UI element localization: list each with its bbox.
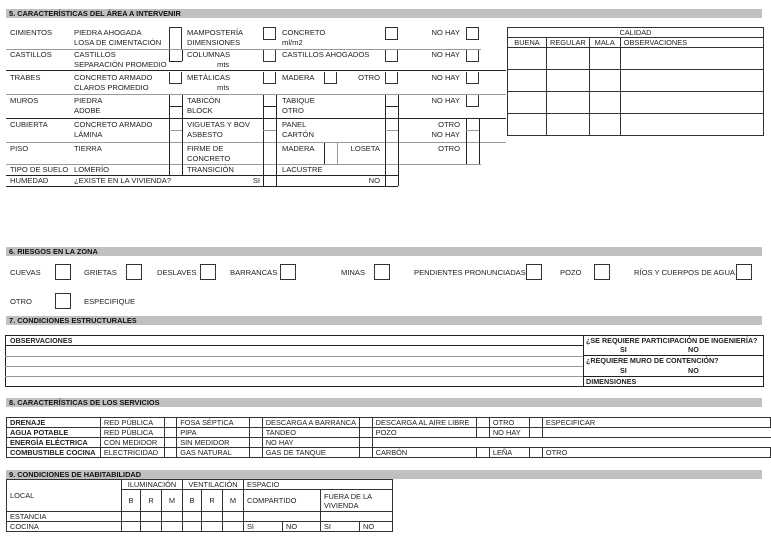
quality-col-regular: REGULAR — [547, 38, 590, 48]
observations-line[interactable] — [5, 356, 583, 357]
opt-otro-cubierta: OTRO — [438, 120, 460, 129]
risk-cuevas: CUEVAS — [10, 268, 41, 277]
divider — [5, 345, 583, 346]
table-row — [7, 428, 771, 438]
checkbox-col-b-right — [276, 95, 277, 186]
section6-header: 6. RIESGOS EN LA ZONA — [6, 247, 762, 256]
quality-col-buena: BUENA — [508, 38, 547, 48]
service-checkbox[interactable] — [164, 438, 177, 448]
label-dimensiones-muro: DIMENSIONES — [586, 377, 637, 386]
checkbox-pendientes[interactable] — [526, 264, 542, 280]
checkbox-madera-piso-r — [337, 143, 338, 164]
divider — [6, 118, 506, 119]
cell[interactable] — [183, 512, 202, 522]
row-label-muros: MUROS — [10, 96, 39, 105]
opt-concreto-armado-cub: CONCRETO ARMADO — [74, 120, 153, 129]
quality-cell[interactable] — [620, 48, 763, 70]
opt-losa-cimentacion: LOSA DE CIMENTACIÓN — [74, 38, 162, 47]
observations-label: OBSERVACIONES — [10, 336, 73, 345]
service-option: GAS DE TANQUE — [262, 448, 359, 458]
quality-cell[interactable] — [620, 114, 763, 136]
opt-tierra: TIERRA — [74, 144, 102, 153]
opt-si-compartido[interactable]: SI — [244, 522, 283, 532]
checkbox-col-d-right — [479, 119, 480, 164]
observations-line[interactable] — [5, 366, 583, 367]
row-label-humedad: HUMEDAD — [10, 176, 49, 185]
quality-cell[interactable] — [547, 70, 590, 92]
unit-mts: mts — [217, 60, 230, 69]
cell[interactable] — [244, 512, 321, 522]
service-checkbox[interactable] — [250, 428, 263, 438]
opt-columnas: COLUMNAS — [187, 50, 231, 59]
opt-no-ingenieria[interactable]: NO — [688, 345, 699, 354]
service-checkbox[interactable] — [250, 418, 263, 428]
quality-cell[interactable] — [508, 70, 547, 92]
checkbox-grietas[interactable] — [126, 264, 142, 280]
checkbox-col-b-left — [263, 95, 264, 186]
opt-firme: FIRME DE — [187, 144, 224, 153]
col-ventilacion: VENTILACIÓN — [183, 480, 244, 490]
col-espacio: ESPACIO — [244, 480, 393, 490]
service-option: DESCARGA A BARRANCA — [262, 418, 359, 428]
opt-castillos: CASTILLOS — [74, 50, 116, 59]
opt-concreto-armado: CONCRETO ARMADO — [74, 73, 153, 82]
cell[interactable] — [183, 522, 202, 532]
cell[interactable] — [202, 522, 223, 532]
checkbox-mamposteria[interactable] — [263, 27, 276, 40]
label-separacion-promedio: SEPARACIÓN PROMEDIO — [74, 60, 167, 69]
opt-adobe: ADOBE — [74, 106, 101, 115]
checkbox-divider — [385, 130, 398, 131]
service-label-agua: AGUA POTABLE — [7, 428, 101, 438]
cell[interactable] — [141, 512, 162, 522]
opt-otro-piso: OTRO — [438, 144, 460, 153]
quality-cell[interactable] — [547, 48, 590, 70]
service-option: NO HAY — [489, 428, 530, 438]
opt-viguetas: VIGUETAS Y BOV — [187, 120, 250, 129]
checkbox-deslaves[interactable] — [200, 264, 216, 280]
checkbox-no-hay-castillos[interactable] — [466, 50, 479, 62]
checkbox-rios[interactable] — [736, 264, 752, 280]
service-option: RED PÚBLICA — [100, 428, 164, 438]
opt-no-hay-muros: NO HAY — [431, 96, 460, 105]
opt-loseta: LOSETA — [350, 144, 380, 153]
opt-no-muro[interactable]: NO — [688, 366, 699, 375]
opt-otro: OTRO — [358, 73, 380, 82]
service-checkbox[interactable] — [477, 428, 490, 438]
service-option: PIPA — [177, 428, 250, 438]
opt-otro-muros: OTRO — [282, 106, 304, 115]
col-vent-m: M — [223, 490, 244, 512]
service-option: POZO — [372, 428, 477, 438]
divider — [6, 70, 506, 71]
quality-col-observaciones: OBSERVACIONES — [620, 38, 763, 48]
empty — [542, 428, 770, 438]
service-checkbox[interactable] — [164, 448, 177, 458]
opt-si-ingenieria[interactable]: SI — [620, 345, 627, 354]
quality-cell[interactable] — [620, 92, 763, 114]
section5-header: 5. CARACTERÍSTICAS DEL ÁREA A INTERVENIR — [6, 9, 762, 18]
cell[interactable] — [122, 522, 141, 532]
service-option: TANDEO — [262, 428, 359, 438]
checkbox-divider — [263, 106, 276, 107]
service-checkbox[interactable] — [530, 428, 543, 438]
opt-piedra: PIEDRA — [74, 96, 103, 105]
empty — [372, 438, 770, 448]
cell[interactable] — [223, 522, 244, 532]
quality-col-mala: MALA — [589, 38, 620, 48]
quality-cell[interactable] — [508, 114, 547, 136]
opt-tabique: TABIQUE — [282, 96, 315, 105]
checkbox-barrancas[interactable] — [280, 264, 296, 280]
service-option: ELECTRICIDAD — [100, 448, 164, 458]
quality-cell[interactable] — [589, 70, 620, 92]
checkbox-castillos-r — [182, 50, 183, 61]
service-checkbox[interactable] — [360, 428, 373, 438]
cell[interactable] — [162, 522, 183, 532]
col-ilum-m: M — [162, 490, 183, 512]
divider — [6, 94, 506, 95]
col-iluminacion: ILUMINACIÓN — [122, 480, 183, 490]
checkbox-divider — [169, 106, 182, 107]
unit-mts: mts — [217, 83, 230, 92]
service-option: SIN MEDIDOR — [177, 438, 250, 448]
cell[interactable] — [162, 512, 183, 522]
col-fuera: FUERA DE LA VIVIENDA — [321, 490, 393, 512]
table-row — [7, 512, 393, 522]
service-option: GAS NATURAL — [177, 448, 250, 458]
opt-asbesto: ASBESTO — [187, 130, 223, 139]
opt-concreto-piso: CONCRETO — [187, 154, 231, 163]
checkbox-madera[interactable] — [324, 72, 337, 84]
service-label-combustible: COMBUSTIBLE COCINA — [7, 448, 101, 458]
quality-cell[interactable] — [547, 114, 590, 136]
table-row — [7, 418, 771, 428]
opt-si-humedad: SI — [252, 176, 260, 185]
checkbox-castillos — [169, 50, 170, 61]
risk-grietas: GRIETAS — [84, 268, 117, 277]
service-checkbox[interactable] — [530, 418, 543, 428]
question-muro: ¿REQUIERE MURO DE CONTENCIÓN? — [586, 356, 719, 365]
service-specify[interactable]: OTRO — [542, 448, 770, 458]
opt-carton: CARTÓN — [282, 130, 314, 139]
label-especifique: ESPECIFIQUE — [84, 297, 136, 306]
habitability-table — [6, 479, 393, 532]
quality-title: CALIDAD — [508, 28, 764, 38]
row-estancia: ESTANCIA — [7, 512, 122, 522]
col-ilum-r: R — [141, 490, 162, 512]
row-label-castillos: CASTILLOS — [10, 50, 52, 59]
cell[interactable] — [321, 512, 393, 522]
quality-cell[interactable] — [620, 70, 763, 92]
checkbox-col-a-left — [169, 95, 170, 175]
checkbox-no-hay-muros[interactable] — [466, 95, 479, 107]
service-option: OTRO — [489, 418, 530, 428]
service-label-energia: ENERGÍA ELÉCTRICA — [7, 438, 101, 448]
risk-pendientes: PENDIENTES PRONUNCIADAS — [414, 268, 526, 277]
opt-piedra-ahogada: PIEDRA AHOGADA — [74, 28, 142, 37]
opt-tabicon: TABICÓN — [187, 96, 221, 105]
checkbox-col-c-right — [398, 95, 399, 186]
quality-cell[interactable] — [547, 92, 590, 114]
opt-no-hay-cubierta: NO HAY — [431, 130, 460, 139]
opt-no-humedad: NO — [368, 176, 380, 185]
quality-cell[interactable] — [589, 92, 620, 114]
section7-header: 7. CONDICIONES ESTRUCTURALES — [6, 316, 762, 325]
opt-no-hay-castillos: NO HAY — [431, 50, 460, 59]
table-row — [7, 438, 771, 448]
opt-panel: PANEL — [282, 120, 307, 129]
table-row — [7, 522, 393, 532]
question-existe: ¿EXISTE EN LA VIVIENDA? — [74, 176, 172, 185]
service-checkbox[interactable] — [250, 438, 263, 448]
col-ilum-b: B — [122, 490, 141, 512]
risk-minas: MINAS — [341, 268, 366, 277]
checkbox-castillos-b — [169, 61, 182, 62]
col-compartido: COMPARTIDO — [244, 490, 321, 512]
checkbox-divider — [385, 106, 398, 107]
label-dimensiones: DIMENSIONES — [187, 38, 241, 47]
checkbox-divider — [169, 130, 182, 131]
label-ml-m2: ml/m2 — [282, 38, 303, 47]
checkbox-col-d-left — [466, 119, 467, 164]
risk-otro: OTRO — [10, 297, 32, 306]
service-option: CON MEDIDOR — [100, 438, 164, 448]
label-claros-promedio: CLAROS PROMEDIO — [74, 83, 149, 92]
checkbox-col-a-right — [182, 95, 183, 175]
divider — [6, 186, 398, 187]
col-vent-r: R — [202, 490, 223, 512]
service-option: RED PÚBLICA — [100, 418, 164, 428]
cell[interactable] — [141, 522, 162, 532]
checkbox-concreto[interactable] — [385, 27, 398, 40]
table-row — [7, 448, 771, 458]
cell[interactable] — [202, 512, 223, 522]
row-label-cubierta: CUBIERTA — [10, 120, 48, 129]
service-option: DESCARGA AL AIRE LIBRE — [372, 418, 477, 428]
service-checkbox[interactable] — [360, 438, 373, 448]
service-specify[interactable]: ESPECIFICAR — [542, 418, 770, 428]
service-checkbox[interactable] — [530, 448, 543, 458]
row-label-piso: PISO — [10, 144, 29, 153]
checkbox-columnas[interactable] — [263, 50, 276, 62]
row-label-cimientos: CIMIENTOS — [10, 28, 53, 37]
divider — [6, 142, 506, 143]
service-checkbox[interactable] — [477, 418, 490, 428]
opt-castillos-ahogados: CASTILLOS AHOGADOS — [282, 50, 370, 59]
service-option: CARBÓN — [372, 448, 477, 458]
section8-header: 8. CARACTERÍSTICAS DE LOS SERVICIOS — [6, 398, 762, 407]
question-ingenieria: ¿SE REQUIERE PARTICIPACIÓN DE INGENIERÍA? — [586, 336, 758, 345]
checkbox-col-c-left — [385, 95, 386, 186]
quality-cell[interactable] — [589, 114, 620, 136]
checkbox-pozo[interactable] — [594, 264, 610, 280]
quality-cell[interactable] — [508, 92, 547, 114]
opt-madera: MADERA — [282, 73, 315, 82]
section9-header: 9. CONDICIONES DE HABITABILIDAD — [6, 470, 762, 479]
service-option: LEÑA — [489, 448, 530, 458]
service-checkbox[interactable] — [250, 448, 263, 458]
service-checkbox[interactable] — [360, 448, 373, 458]
quality-cell[interactable] — [508, 48, 547, 70]
opt-madera-piso: MADERA — [282, 144, 315, 153]
cell[interactable] — [223, 512, 244, 522]
opt-no-hay-trabes: NO HAY — [431, 73, 460, 82]
service-checkbox[interactable] — [477, 448, 490, 458]
checkbox-no-hay-trabes[interactable] — [466, 72, 479, 84]
service-option: NO HAY — [262, 438, 359, 448]
col-vent-b: B — [183, 490, 202, 512]
row-label-suelo: TIPO DE SUELO — [10, 165, 69, 174]
col-local: LOCAL — [7, 480, 122, 512]
service-label-drenaje: DRENAJE — [7, 418, 101, 428]
quality-cell[interactable] — [589, 48, 620, 70]
opt-lamina: LÁMINA — [74, 130, 103, 139]
checkbox-divider — [466, 130, 479, 131]
checkbox-metalicas[interactable] — [263, 72, 276, 84]
checkbox-otro-riesgo[interactable] — [55, 293, 71, 309]
opt-no-hay-cimientos: NO HAY — [431, 28, 460, 37]
opt-mamposteria: MAMPOSTERÍA — [187, 28, 244, 37]
row-label-trabes: TRABES — [10, 73, 41, 82]
risk-pozo: POZO — [560, 268, 582, 277]
checkbox-divider — [263, 130, 276, 131]
observations-line[interactable] — [5, 376, 583, 377]
cell[interactable] — [122, 512, 141, 522]
risk-rios: RÍOS Y CUERPOS DE AGUA — [634, 268, 735, 277]
services-table — [6, 417, 771, 458]
quality-table — [507, 27, 764, 136]
risk-deslaves: DESLAVES — [157, 268, 197, 277]
checkbox-cuevas[interactable] — [55, 264, 71, 280]
checkbox-otro[interactable] — [385, 72, 398, 84]
opt-no-compartido[interactable]: NO — [283, 522, 321, 532]
checkbox-castillos-ahogados[interactable] — [385, 50, 398, 62]
opt-no-fuera[interactable]: NO — [360, 522, 393, 532]
checkbox-minas[interactable] — [374, 264, 390, 280]
row-cocina: COCINA — [7, 522, 122, 532]
opt-concreto: CONCRETO — [282, 28, 326, 37]
risk-barrancas: BARRANCAS — [230, 268, 278, 277]
service-checkbox[interactable] — [360, 418, 373, 428]
checkbox-concreto-armado[interactable] — [169, 72, 182, 84]
checkbox-madera-piso — [324, 143, 325, 164]
opt-metalicas: METÁLICAS — [187, 73, 231, 82]
service-checkbox[interactable] — [164, 418, 177, 428]
opt-si-fuera[interactable]: SI — [321, 522, 360, 532]
opt-si-muro[interactable]: SI — [620, 366, 627, 375]
opt-block: BLOCK — [187, 106, 213, 115]
service-option: FOSA SÉPTICA — [177, 418, 250, 428]
opt-lomerio: LOMERÍO — [74, 165, 110, 174]
divider — [6, 175, 398, 176]
service-checkbox[interactable] — [164, 428, 177, 438]
opt-transicion: TRANSICIÓN — [187, 165, 234, 174]
observations-box — [5, 335, 583, 387]
opt-lacustre: LACUSTRE — [282, 165, 323, 174]
checkbox-no-hay-cimientos[interactable] — [466, 27, 479, 40]
